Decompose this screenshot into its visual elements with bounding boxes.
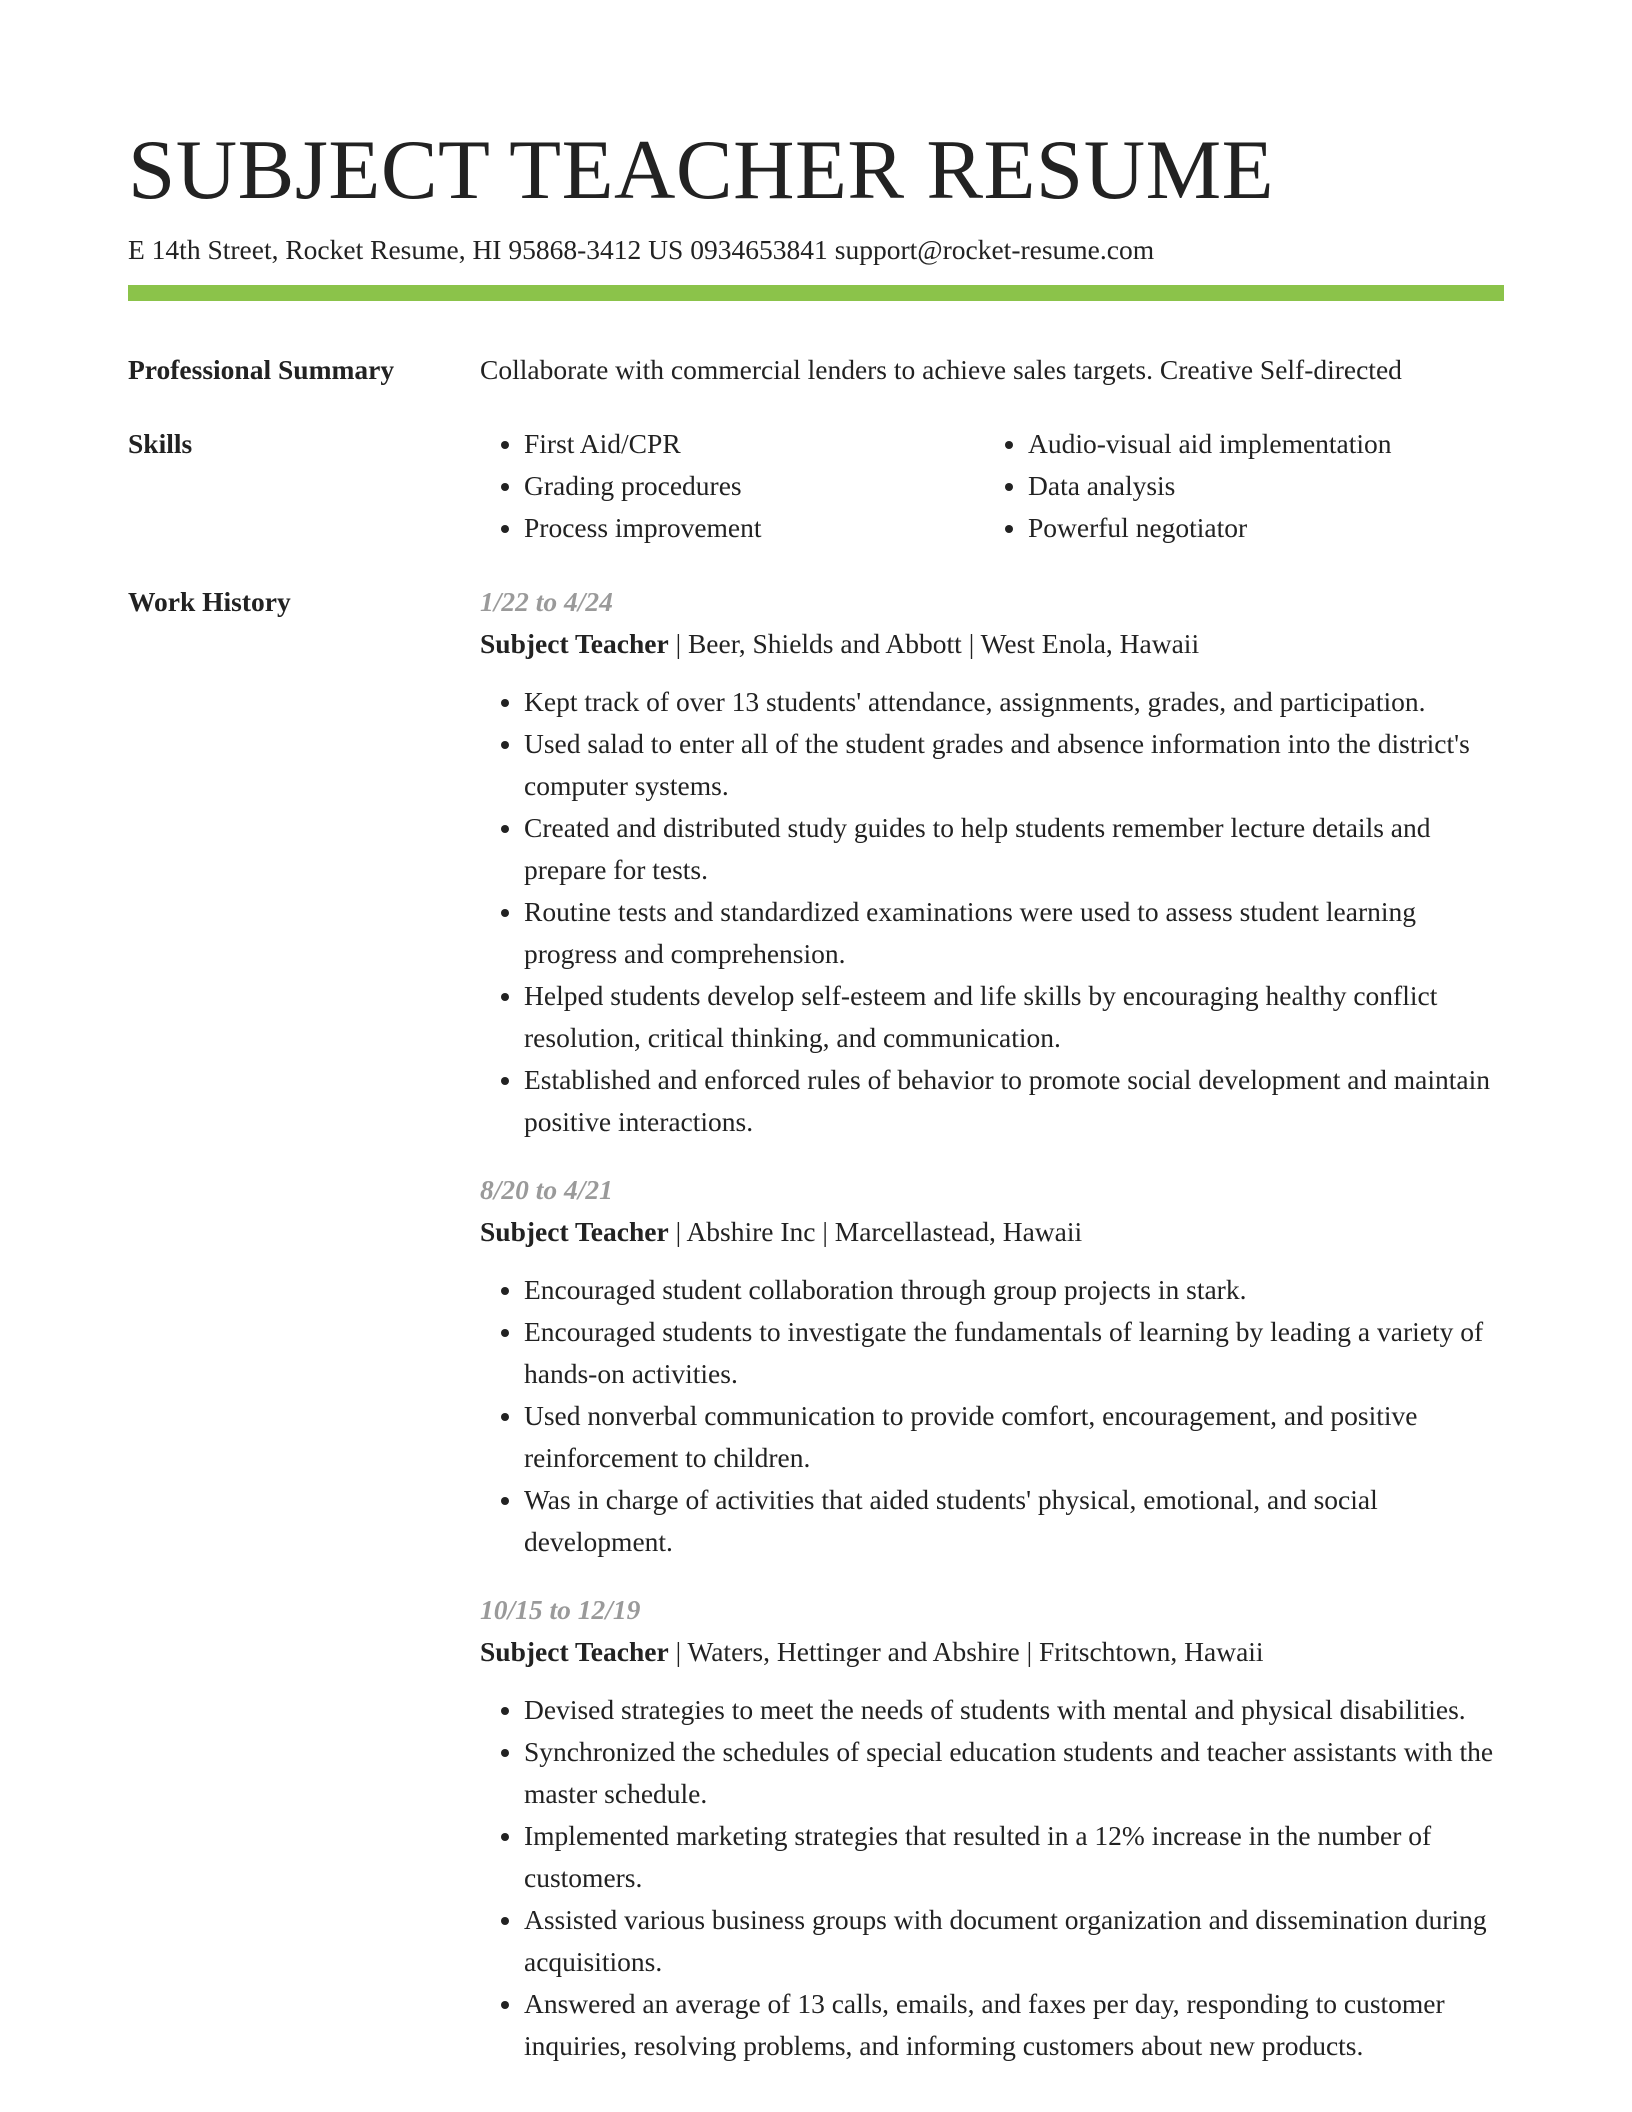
job-bullet: • Synchronized the schedules of special education students and teacher assistants with the master schedule. [524, 1731, 1504, 1815]
job-bullet: • Answered an average of 13 calls, emails, and faxes per day, responding to customer inquiries, resolving problems, and informing customers about new products. [524, 1983, 1504, 2067]
summary-text: Collaborate with commercial lenders to achieve sales targets. Creative Self-directed [480, 354, 1402, 385]
job-dates: 10/15 to 12/19 [480, 1594, 641, 1625]
skills-body [480, 423, 1504, 553]
job-bullets [480, 681, 1504, 1143]
summary-body [480, 349, 1504, 391]
skills-list-right [984, 423, 1508, 549]
job-entry [480, 1589, 1504, 2067]
job-title: Subject Teacher [480, 1216, 669, 1247]
job-bullet: • Routine tests and standardized examinations were used to assess student learning progress and comprehension. [524, 891, 1504, 975]
skill-item: • Process improvement [524, 507, 1004, 549]
job-separator: | [675, 1636, 682, 1667]
work-history-body [480, 581, 1504, 2093]
job-heading [480, 1211, 1504, 1253]
header-divider [128, 285, 1504, 301]
job-title: Subject Teacher [480, 1636, 669, 1667]
job-location: West Enola, Hawaii [980, 628, 1200, 659]
contact-phone: 0934653841 [690, 234, 828, 265]
skill-item: • First Aid/CPR [524, 423, 1004, 465]
job-company: Beer, Shields and Abbott [687, 628, 962, 659]
job-bullets [480, 1689, 1504, 2067]
work-history-label: Work History [128, 586, 291, 617]
job-bullet: • Devised strategies to meet the needs of students with mental and physical disabilities. [524, 1689, 1504, 1731]
job-separator: | [675, 1216, 682, 1247]
resume-title: SUBJECT TEACHER RESUME [128, 123, 1275, 217]
job-location: Fritschtown, Hawaii [1039, 1636, 1264, 1667]
skills-list-left [480, 423, 1004, 549]
job-bullet: • Was in charge of activities that aided students' physical, emotional, and social development. [524, 1479, 1504, 1563]
contact-address: E 14th Street, Rocket Resume, HI 95868-3412 US [128, 234, 684, 265]
job-separator: | [675, 628, 682, 659]
skill-item: • Data analysis [1028, 465, 1508, 507]
job-bullet: • Encouraged students to investigate the fundamentals of learning by leading a variety of hands-on activities. [524, 1311, 1504, 1395]
skill-item: • Audio-visual aid implementation [1028, 423, 1508, 465]
skill-item: • Grading procedures [524, 465, 1004, 507]
job-bullet: • Assisted various business groups with document organization and dissemination during acquisitions. [524, 1899, 1504, 1983]
skill-item: • Powerful negotiator [1028, 507, 1508, 549]
job-bullet: • Used salad to enter all of the student grades and absence information into the district's computer systems. [524, 723, 1504, 807]
contact-line [128, 230, 1154, 270]
job-bullet: • Established and enforced rules of behavior to promote social development and maintain positive interactions. [524, 1059, 1504, 1143]
job-heading [480, 623, 1504, 665]
job-bullet: • Used nonverbal communication to provide comfort, encouragement, and positive reinforcement to children. [524, 1395, 1504, 1479]
job-heading [480, 1631, 1504, 1673]
job-entry [480, 581, 1504, 1143]
job-separator: | [1026, 1636, 1033, 1667]
job-bullet: • Implemented marketing strategies that resulted in a 12% increase in the number of customers. [524, 1815, 1504, 1899]
job-dates: 8/20 to 4/21 [480, 1174, 613, 1205]
job-bullet: • Kept track of over 13 students' attendance, assignments, grades, and participation. [524, 681, 1504, 723]
job-company: Abshire Inc [686, 1216, 816, 1247]
job-bullet: • Helped students develop self-esteem and life skills by encouraging healthy conflict resolution, critical thinking, and communication. [524, 975, 1504, 1059]
job-location: Marcellastead, Hawaii [834, 1216, 1083, 1247]
contact-email: support@rocket-resume.com [834, 234, 1155, 265]
job-separator: | [822, 1216, 828, 1247]
job-company: Waters, Hettinger and Abshire [687, 1636, 1020, 1667]
job-bullets [480, 1269, 1504, 1563]
job-bullet: • Encouraged student collaboration through group projects in stark. [524, 1269, 1504, 1311]
job-bullet: • Created and distributed study guides to help students remember lecture details and prepare for tests. [524, 807, 1504, 891]
job-separator: | [968, 628, 975, 659]
job-title: Subject Teacher [480, 628, 669, 659]
job-entry [480, 1169, 1504, 1563]
job-dates: 1/22 to 4/24 [480, 586, 613, 617]
summary-label: Professional Summary [128, 354, 395, 385]
skills-label: Skills [128, 428, 193, 459]
